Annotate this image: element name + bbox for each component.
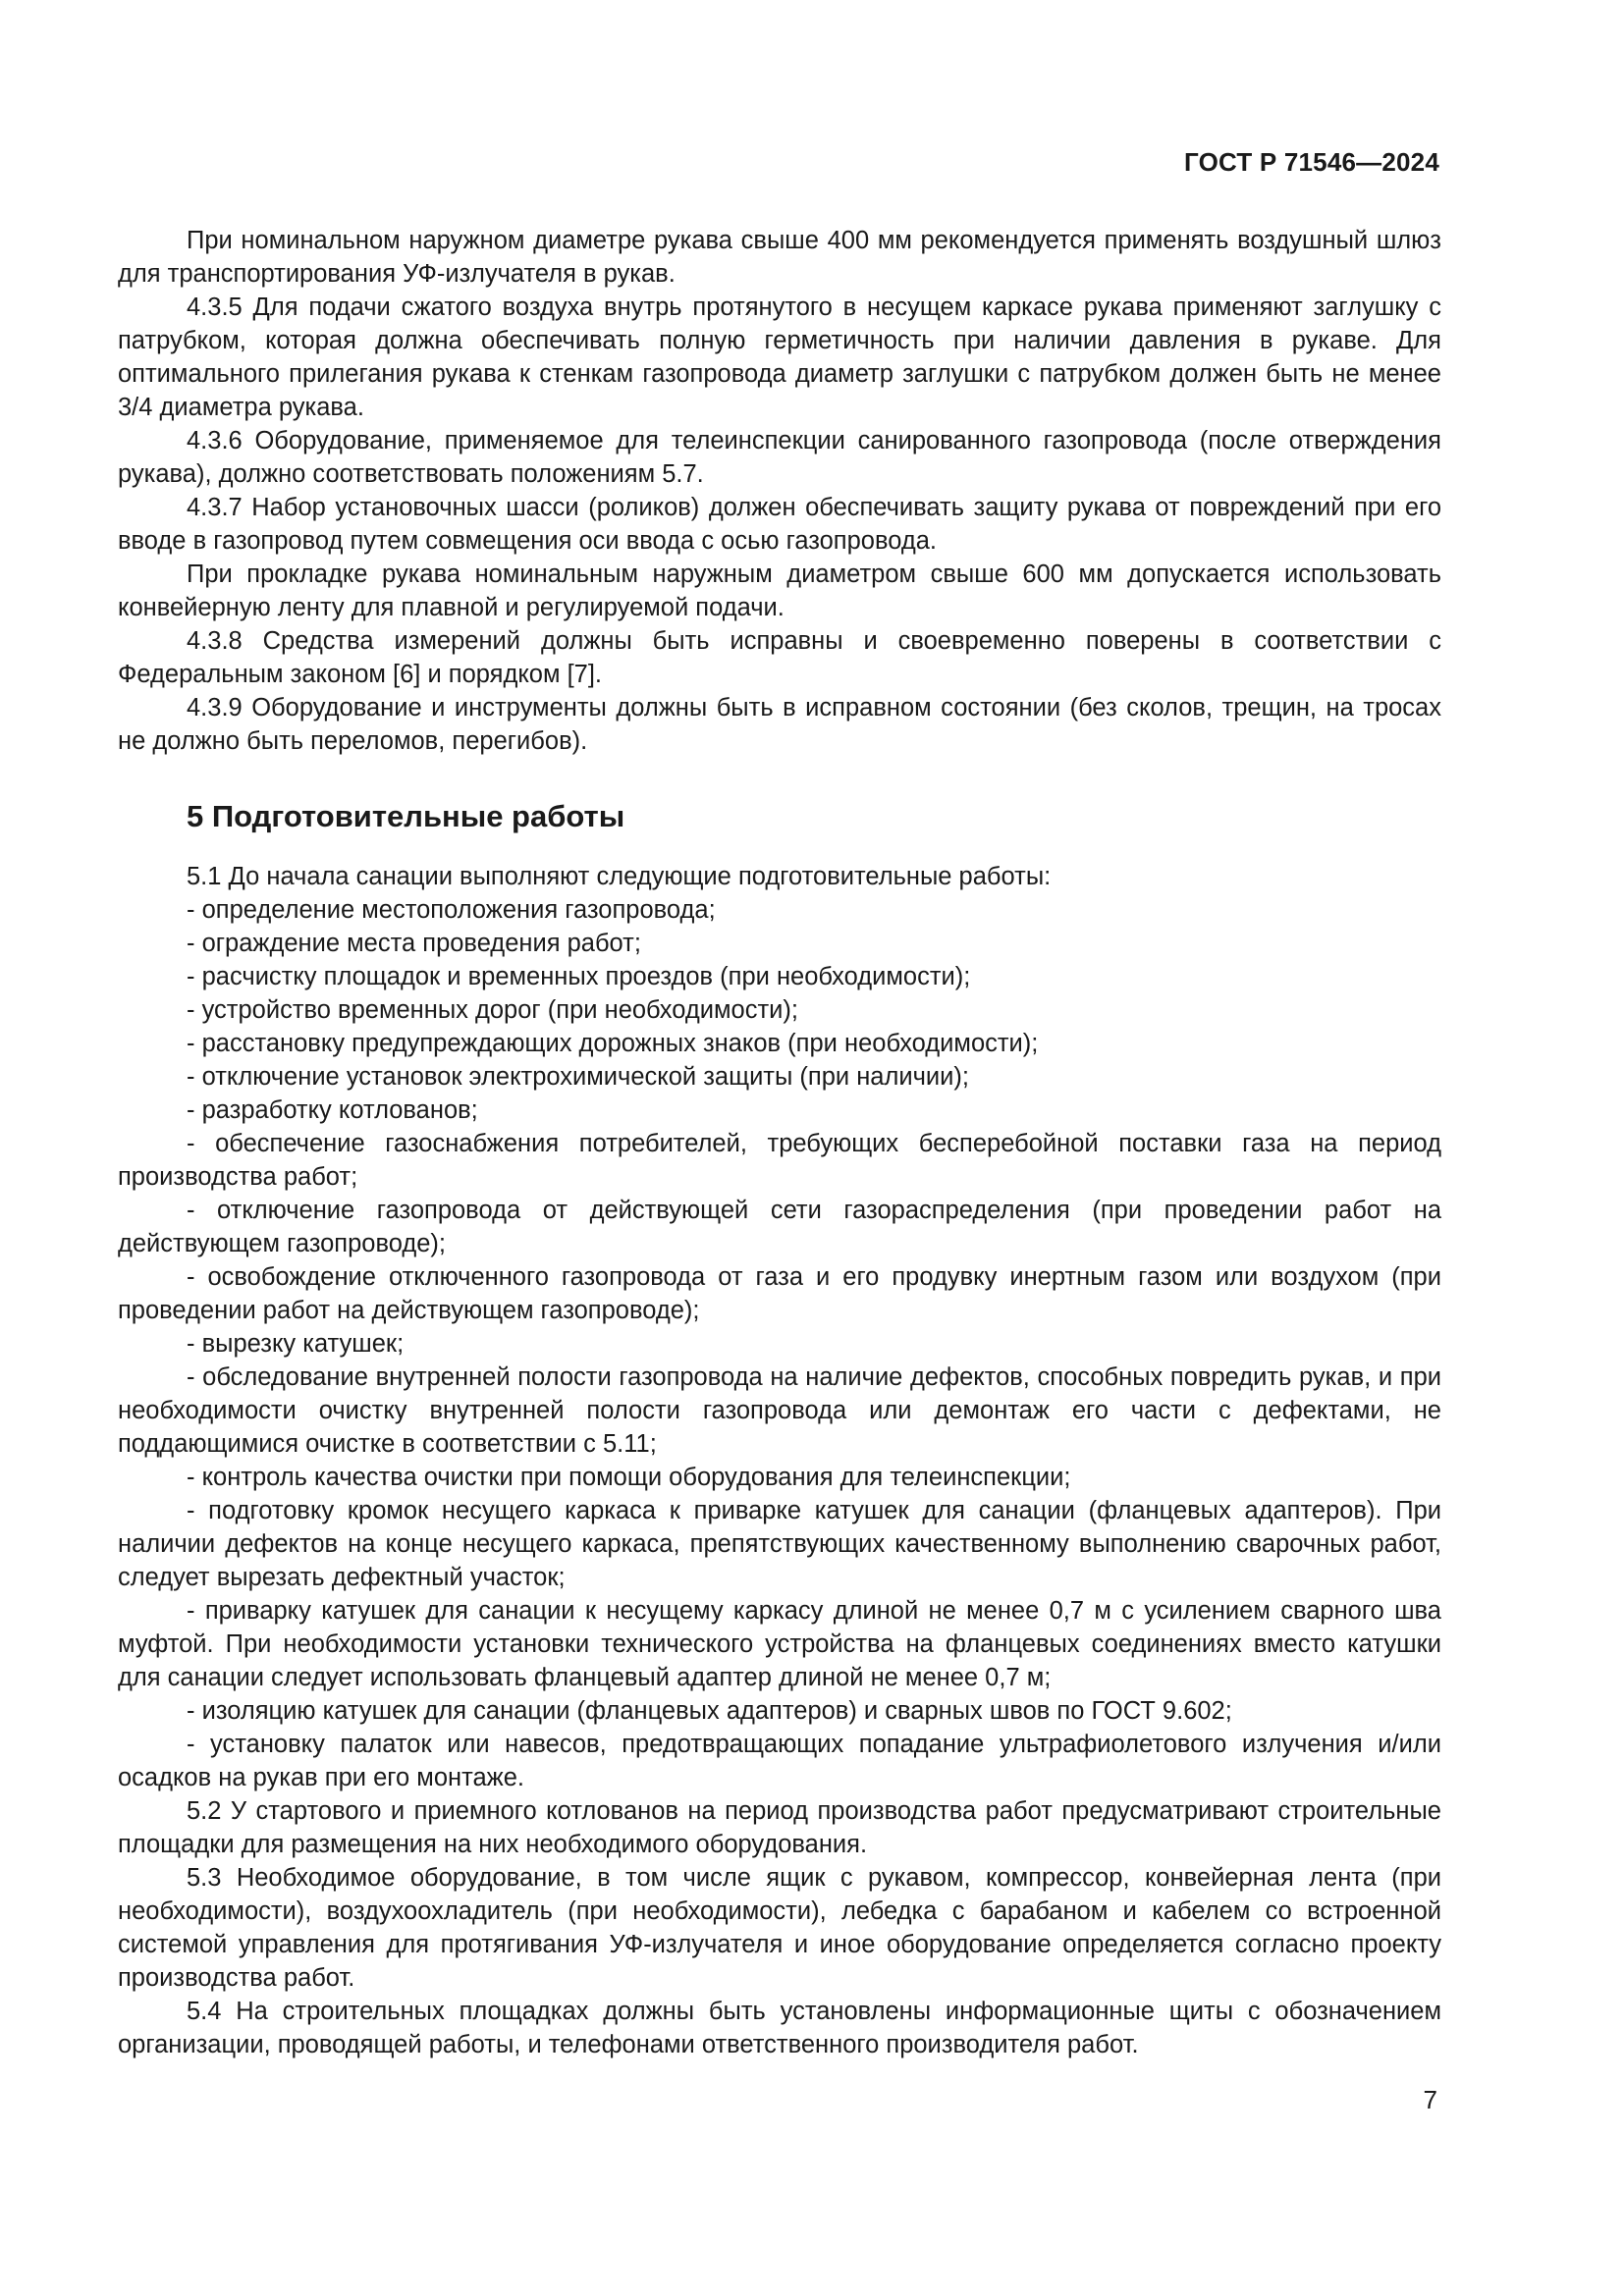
list-item: - установку палаток или навесов, предотвращающих попадание ультрафиолетового излучения и/или осадков на рукав при его монтаже. (118, 1731, 1441, 1791)
section-title: 5 Подготовительные работы (187, 799, 625, 833)
list-item: - отключение газопровода от действующей сети газораспределения (при проведении работ на действующем газопроводе); (118, 1197, 1441, 1257)
page-number: 7 (1423, 2085, 1437, 2114)
paragraph-4-3-9: 4.3.9 Оборудование и инструменты должны быть в исправном состоянии (без сколов, трещин, на тросах не должно быть переломов, перегибов). (118, 694, 1441, 755)
list-item: - расстановку предупреждающих дорожных знаков (при необходимости); (187, 1030, 1039, 1057)
list-item: - разработку котлованов; (187, 1096, 478, 1124)
list-item: - ограждение места проведения работ; (187, 930, 641, 957)
list-item: - обеспечение газоснабжения потребителей, требующих бесперебойной поставки газа на период производства работ; (118, 1130, 1441, 1191)
paragraph-4-3-6: 4.3.6 Оборудование, применяемое для телеинспекции санированного газопровода (после отверждения рукава), должно соответствовать положениям 5.7. (118, 427, 1441, 488)
document-body (118, 224, 1441, 2061)
list-item: - определение местоположения газопровода; (187, 896, 716, 924)
list-item: - подготовку кромок несущего каркаса к приварке катушек для санации (фланцевых адаптеров). При наличии дефектов на конце несущего каркаса, препятствующих качественному выполнению сварочных работ, следует вырезать дефектный участок; (118, 1497, 1441, 1591)
paragraph-5-4: 5.4 На строительных площадках должны быть установлены информационные щиты с обозначением организации, проводящей работы, и телефонами ответственного производителя работ. (118, 1998, 1441, 2058)
paragraph-5-1: 5.1 До начала санации выполняют следующие подготовительные работы: (187, 863, 1052, 890)
document-header: ГОСТ Р 71546—2024 (1184, 147, 1439, 177)
list-item: - устройство временных дорог (при необходимости); (187, 996, 798, 1024)
paragraph-4-3-5: 4.3.5 Для подачи сжатого воздуха внутрь протянутого в несущем каркасе рукава применяют заглушку с патрубком, которая должна обеспечивать полную герметичность при наличии давления в рукаве. Для оптимального прилегания рукава к стенкам газопровода диаметр заглушки с патрубком должен быть не менее 3/4 диаметра рукава. (118, 294, 1441, 421)
paragraph-5-2: 5.2 У стартового и приемного котлованов на период производства работ предусматривают строительные площадки для размещения на них необходимого оборудования. (118, 1797, 1441, 1858)
list-item: - контроль качества очистки при помощи оборудования для телеинспекции; (187, 1464, 1071, 1491)
paragraph-5-3: 5.3 Необходимое оборудование, в том числе ящик с рукавом, компрессор, конвейерная лента (при необходимости), воздухоохладитель (при необходимости), лебедка с барабаном и кабелем со встроенной системой управления для протягивания УФ-излучателя и иное оборудование определяется согласно проекту производства работ. (118, 1864, 1441, 1992)
paragraph-4-3-8: 4.3.8 Средства измерений должны быть исправны и своевременно поверены в соответствии с Федеральным законом [6] и порядком [7]. (118, 627, 1441, 688)
list-item: - расчистку площадок и временных проездов (при необходимости); (187, 963, 971, 990)
list-item: - отключение установок электрохимической защиты (при наличии); (187, 1063, 969, 1091)
paragraph: При номинальном наружном диаметре рукава свыше 400 мм рекомендуется применять воздушный шлюз для транспортирования УФ-излучателя в рукав. (118, 227, 1441, 288)
list-item: - освобождение отключенного газопровода от газа и его продувку инертным газом или воздухом (при проведении работ на действующем газопроводе); (118, 1263, 1441, 1324)
list-item: - обследование внутренней полости газопровода на наличие дефектов, способных повредить рукав, и при необходимости очистку внутренней полости газопровода или демонтаж его части с дефектами, не поддающимися очистке в соответствии с 5.11; (118, 1363, 1441, 1458)
paragraph: При прокладке рукава номинальным наружным диаметром свыше 600 мм допускается использовать конвейерную ленту для плавной и регулируемой подачи. (118, 561, 1441, 621)
list-item: - приварку катушек для санации к несущему каркасу длиной не менее 0,7 м с усилением сварного шва муфтой. При необходимости установки технического устройства на фланцевых соединениях вместо катушки для санации следует использовать фланцевый адаптер длиной не менее 0,7 м; (118, 1597, 1441, 1691)
paragraph-4-3-7: 4.3.7 Набор установочных шасси (роликов) должен обеспечивать защиту рукава от повреждений при его вводе в газопровод путем совмещения оси ввода с осью газопровода. (118, 494, 1441, 555)
list-item: - вырезку катушек; (187, 1330, 405, 1358)
list-item: - изоляцию катушек для санации (фланцевых адаптеров) и сварных швов по ГОСТ 9.602; (187, 1697, 1232, 1725)
